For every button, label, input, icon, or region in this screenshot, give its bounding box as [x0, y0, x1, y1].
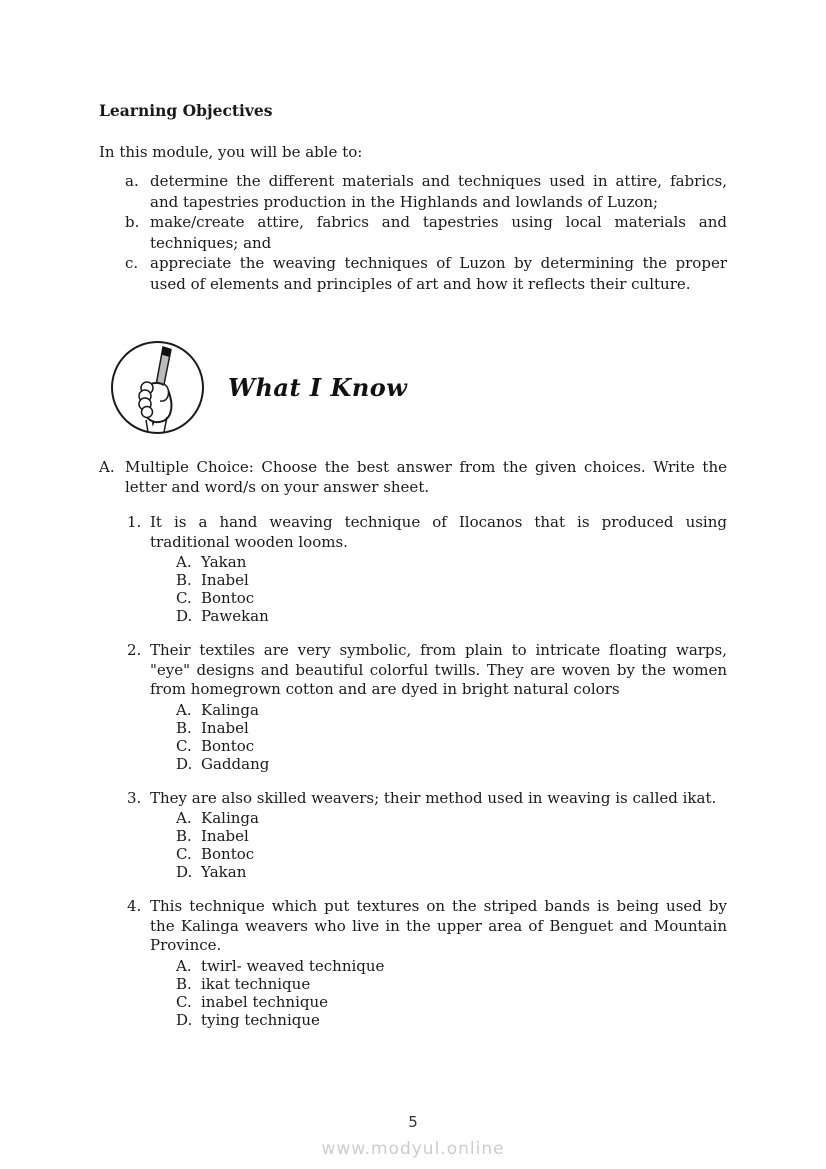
choice-option: [176, 993, 727, 1011]
choice-letter: A.: [176, 700, 192, 719]
choice-text: Inabel: [201, 827, 249, 845]
question-3: [127, 789, 727, 882]
choice-letter: B.: [176, 827, 192, 845]
choice-option: [176, 863, 727, 881]
choice-letter: D.: [176, 754, 193, 773]
choice-letter: C.: [176, 992, 192, 1011]
objective-text: appreciate the weaving techniques of Luzon by determining the proper used of elements and principles of art and how it reflects their culture.: [150, 254, 727, 293]
choice-letter: D.: [176, 607, 193, 625]
question-number: 1.: [127, 513, 142, 531]
choice-text: Inabel: [201, 718, 249, 737]
choice-text: Kalinga: [201, 700, 259, 719]
choice-text: inabel technique: [201, 992, 329, 1011]
list-item: [125, 171, 727, 212]
choice-letter: B.: [176, 718, 192, 737]
choice-option: [176, 845, 727, 863]
question-4: [127, 897, 727, 1029]
watermark-text: www.modyul.online: [321, 1139, 505, 1159]
choice-text: Bontoc: [201, 589, 255, 607]
choice-option: [176, 719, 727, 737]
objectives-list: [99, 171, 727, 294]
list-marker: a.: [125, 172, 139, 190]
objective-text: make/create attire, fabrics and tapestries using local materials and techniques; and: [150, 213, 727, 252]
page-footer: [0, 1113, 826, 1169]
choice-option: [176, 809, 727, 827]
choice-option: [176, 755, 727, 773]
list-marker: A.: [99, 458, 115, 476]
choices-list: [176, 809, 727, 881]
question-text: This technique which put textures on the striped bands is being used by the Kalinga weavers who live in the upper area of Benguet and Mountain Province.: [150, 897, 727, 954]
choice-option: [176, 553, 727, 571]
choice-letter: A.: [176, 809, 192, 827]
choices-list: [176, 553, 727, 625]
choice-text: Pawekan: [201, 607, 269, 625]
choice-letter: A.: [176, 553, 192, 571]
question-text-row: [127, 897, 727, 956]
choice-option: [176, 701, 727, 719]
choice-text: Yakan: [201, 553, 247, 571]
choice-option: [176, 571, 727, 589]
list-item: [125, 212, 727, 253]
choice-text: Kalinga: [201, 809, 259, 827]
list-marker: b.: [125, 213, 140, 231]
section-title: What I Know: [228, 373, 408, 402]
choice-letter: B.: [176, 974, 192, 993]
question-text: Their textiles are very symbolic, from plain to intricate floating warps, "eye" designs and beautiful colorful twills. They are woven by the women from homegrown cotton and are dyed in bright natural colors: [150, 641, 727, 698]
instruction-text: Multiple Choice: Choose the best answer from the given choices. Write the letter and word/s on your answer sheet.: [125, 458, 727, 496]
choice-letter: B.: [176, 571, 192, 589]
questions-list: [99, 513, 727, 1029]
page-title: Learning Objectives: [99, 101, 273, 120]
question-number: 4.: [127, 897, 142, 915]
choices-list: [176, 957, 727, 1029]
question-text: It is a hand weaving technique of Ilocanos that is produced using traditional wooden looms.: [150, 513, 727, 551]
choice-text: Bontoc: [201, 845, 255, 863]
page-number: 5: [408, 1113, 418, 1131]
choice-letter: C.: [176, 589, 192, 607]
choice-text: Gaddang: [201, 754, 270, 773]
choice-option: [176, 975, 727, 993]
choice-text: tying technique: [201, 1010, 320, 1029]
choice-option: [176, 1011, 727, 1029]
choice-option: [176, 589, 727, 607]
question-text-row: [127, 789, 727, 809]
question-text: They are also skilled weavers; their method used in weaving is called ikat.: [150, 788, 717, 807]
choices-list: [176, 701, 727, 773]
list-marker: c.: [125, 254, 139, 272]
list-item: [125, 253, 727, 294]
question-text-row: [127, 513, 727, 552]
choice-letter: D.: [176, 1010, 193, 1029]
choice-option: [176, 957, 727, 975]
objective-text: determine the different materials and techniques used in attire, fabrics, and tapestries production in the Highlands and lowlands of Luzon;: [150, 172, 727, 211]
choice-letter: A.: [176, 956, 192, 975]
question-number: 2.: [127, 641, 142, 659]
choice-option: [176, 607, 727, 625]
test-instruction: [99, 457, 727, 497]
question-number: 3.: [127, 788, 142, 807]
question-1: [127, 513, 727, 625]
question-2: [127, 641, 727, 773]
choice-text: twirl- weaved technique: [201, 956, 385, 975]
choice-text: ikat technique: [201, 974, 311, 993]
choice-text: Inabel: [201, 571, 249, 589]
question-text-row: [127, 641, 727, 700]
choice-letter: C.: [176, 736, 192, 755]
choice-text: Yakan: [201, 863, 247, 881]
section-header: [110, 340, 727, 435]
hand-holding-pencil-icon: [110, 340, 205, 435]
intro-text: In this module, you will be able to:: [99, 143, 363, 161]
choice-text: Bontoc: [201, 736, 255, 755]
choice-letter: C.: [176, 845, 192, 863]
choice-option: [176, 827, 727, 845]
choice-option: [176, 737, 727, 755]
choice-letter: D.: [176, 863, 193, 881]
